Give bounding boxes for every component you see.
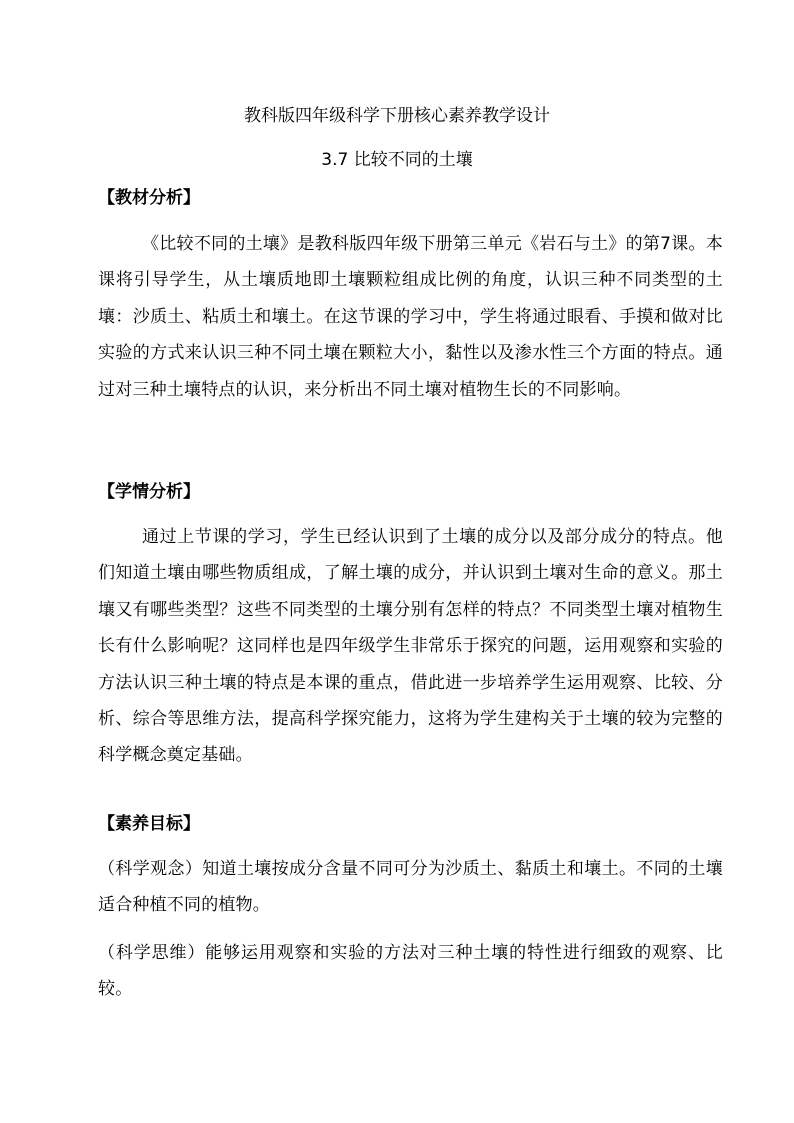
lesson-title: 3.7 比较不同的土壤 [321,150,473,170]
paragraph-goal-scientific-concept: （科学观念）知道土壤按成分含量不同可分为沙质土、黏质土和壤土。不同的土壤适合种植不同的植物。 [98,859,723,916]
section-heading-literacy-goals: 【素养目标】 [98,814,200,834]
document-title: 教科版四年级科学下册核心素养教学设计 [244,106,550,126]
paragraph-student-analysis: 通过上节课的学习，学生已经认识到了土壤的成分以及部分成分的特点。他们知道土壤由哪些物质组成，了解土壤的成分，并认识到土壤对生命的意义。那土壤又有哪些类型？这些不同类型的土壤分别有怎样的特点？不同类型土壤对植物生长有什么影响呢？这同样也是四年级学生非常乐于探究的问题，运用观察和实验的方法认识三种土壤的特点是本课的重点，借此进一步培养学生运用观察、比较、分析、综合等思维方法，提高科学探究能力，这将为学生建构关于土壤的较为完整的科学概念奠定基础。 [98,527,723,766]
paragraph-goal-scientific-thinking: （科学思维）能够运用观察和实验的方法对三种土壤的特性进行细致的观察、比较。 [98,943,723,1000]
section-heading-student-analysis: 【学情分析】 [98,482,200,502]
section-heading-textbook-analysis: 【教材分析】 [98,188,200,208]
paragraph-textbook-analysis: 《比较不同的土壤》是教科版四年级下册第三单元《岩石与土》的第7课。本课将引导学生，从土壤质地即土壤颗粒组成比例的角度，认识三种不同类型的土壤：沙质土、粘质土和壤土。在这节课的学习中，学生将通过眼看、手摸和做对比实验的方式来认识三种不同土壤在颗粒大小，黏性以及渗水性三个方面的特点。通过对三种土壤特点的认识，来分析出不同土壤对植物生长的不同影响。 [98,234,723,400]
